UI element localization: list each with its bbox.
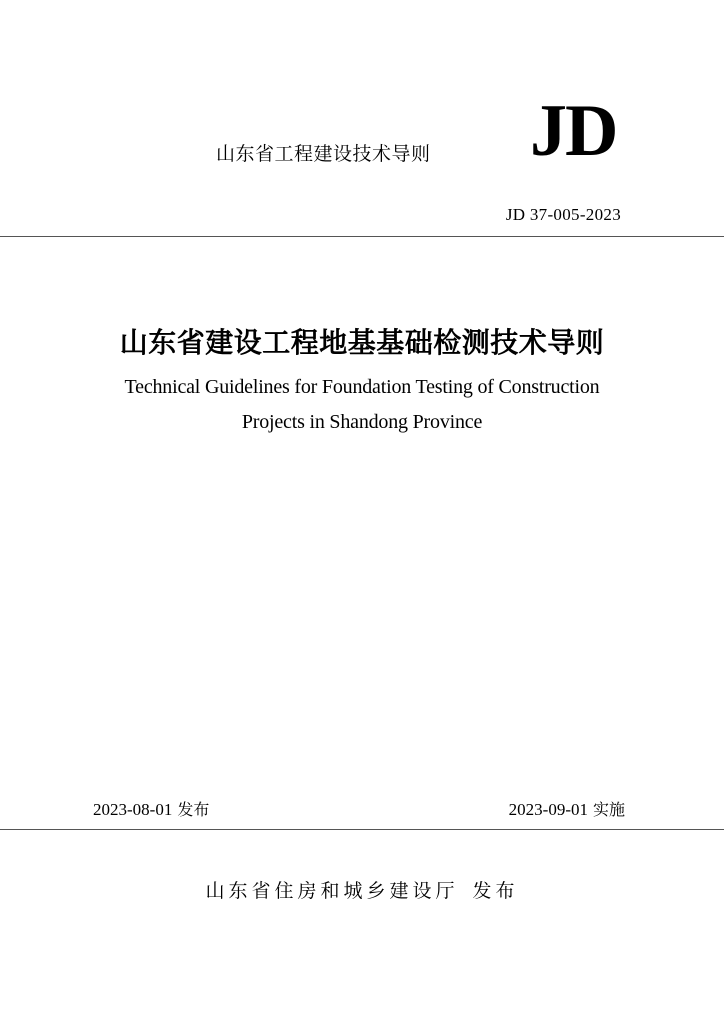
issue-date-block (93, 797, 209, 820)
effective-date: 2023-09-01 (508, 800, 588, 819)
document-title-en-line1: Technical Guidelines for Foundation Testing of Construction (124, 376, 600, 398)
publisher-block (0, 876, 724, 903)
effective-label: 实施 (592, 800, 625, 819)
effective-date-block (509, 797, 625, 820)
publisher-name: 山东省住房和城乡建设厅 (205, 880, 459, 902)
standard-number: JD 37-005-2023 (505, 205, 621, 224)
document-title-en-line2: Projects in Shandong Province (241, 411, 483, 433)
top-divider (0, 236, 724, 237)
jd-logo: JD (530, 90, 617, 172)
publish-label: 发布 (472, 880, 519, 902)
document-title-zh: 山东省建设工程地基基础检测技术导则 (119, 326, 605, 359)
issue-label: 发布 (177, 800, 210, 819)
bottom-divider (0, 829, 724, 830)
issue-date: 2023-08-01 (93, 800, 173, 819)
series-title: 山东省工程建设技术导则 (216, 143, 431, 165)
